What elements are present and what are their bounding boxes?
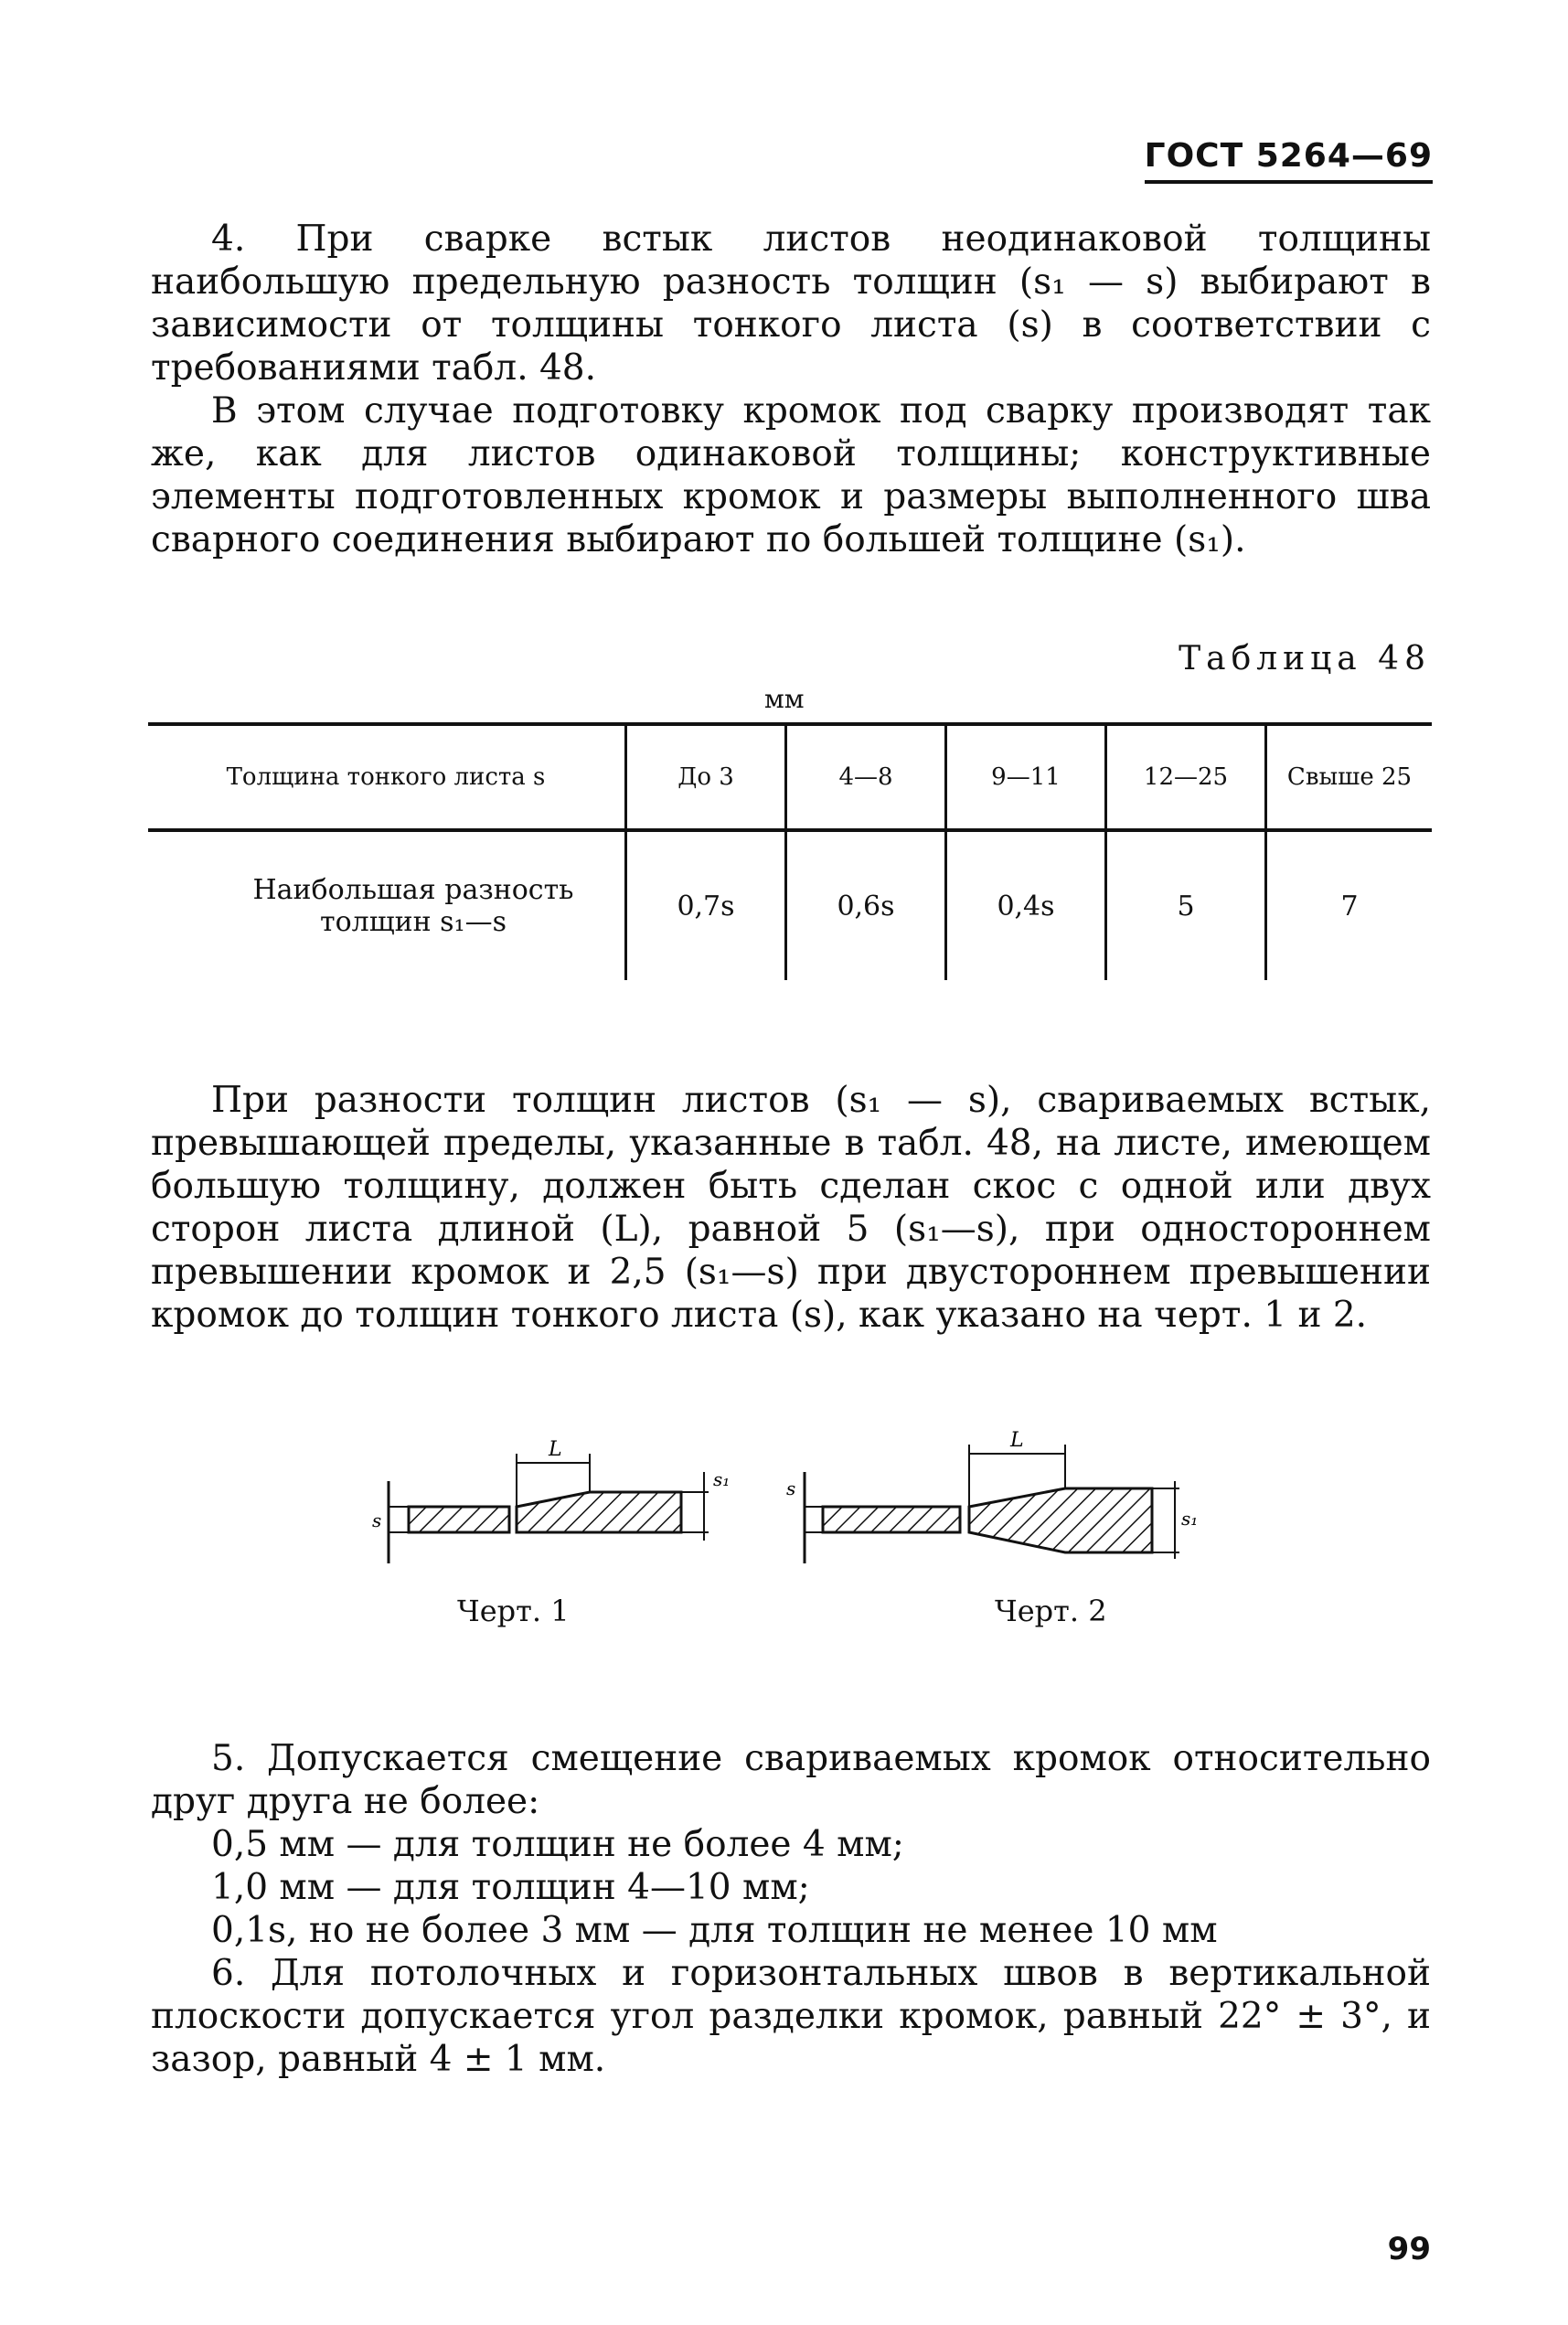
table-header-cell: 12—25 xyxy=(1106,724,1266,830)
table-48 xyxy=(148,722,1432,980)
fig1-dim-s: s xyxy=(372,1509,382,1531)
fig1-dim-L: L xyxy=(549,1438,562,1461)
table-header-cell: Свыше 25 xyxy=(1266,724,1433,830)
offset-item-2: 1,0 мм — для толщин 4—10 мм; xyxy=(211,1867,810,1908)
fig2-dim-s1: s₁ xyxy=(1181,1508,1199,1530)
fig2-dim-L: L xyxy=(1010,1429,1024,1452)
table-cell: 0,4s xyxy=(946,830,1106,980)
figure-1-drawing xyxy=(361,1426,745,1582)
table-header-cell: 9—11 xyxy=(946,724,1106,830)
table-row xyxy=(148,830,1432,980)
figure-1-label: Черт. 1 xyxy=(457,1594,570,1628)
table-cell: 0,7s xyxy=(626,830,786,980)
table-header-cell: Толщина тонкого листа s xyxy=(148,724,626,830)
paragraph-thickness-difference: При разности толщин листов (s₁ — s), свариваемых встык, превышающей пределы, указанные в табл. 48, на листе, имеющем большую толщину, должен быть сделан скос с одной или двух сторон листа длиной (L), равной 5 (s₁—s), при одностороннем превышении кромок и 2,5 (s₁—s) при двустороннем превышении кромок до толщин тонкого листа (s), как указано на черт. 1 и 2. xyxy=(151,1080,1431,1336)
offset-item-3: 0,1s, но не более 3 мм — для толщин не менее 10 мм xyxy=(211,1910,1218,1951)
paragraph-6: 6. Для потолочных и горизонтальных швов в вертикальной плоскости допускается угол разделки кромок, равный 22° ± 3°, и зазор, равный 4 ± 1 мм. xyxy=(151,1953,1431,2080)
table-header-cell: До 3 xyxy=(626,724,786,830)
offset-item-1: 0,5 мм — для толщин не более 4 мм; xyxy=(211,1824,904,1865)
table-cell: Наибольшая разность толщин s₁—s xyxy=(252,874,574,938)
table-units: мм xyxy=(764,684,805,714)
table-cell: 5 xyxy=(1106,830,1266,980)
figure-2-label: Черт. 2 xyxy=(995,1594,1107,1628)
table-cell: 0,6s xyxy=(786,830,946,980)
fig2-dim-s: s xyxy=(786,1477,796,1499)
document-header: ГОСТ 5264—69 xyxy=(1145,137,1433,184)
paragraph-4b: В этом случае подготовку кромок под сварку производят так же, как для листов одинаковой толщины; конструктивные элементы подготовленных кромок и размеры выполненного шва сварного соединения выбирают по большей толщине (s₁). xyxy=(151,390,1431,560)
table-caption: Таблица 48 xyxy=(1179,640,1431,677)
table-cell: 7 xyxy=(1266,830,1433,980)
page-number: 99 xyxy=(1387,2231,1431,2267)
figure-2-drawing xyxy=(768,1417,1207,1582)
fig1-dim-s1: s₁ xyxy=(713,1468,731,1490)
paragraph-4: 4. При сварке встык листов неодинаковой толщины наибольшую предельную разность толщин (s₁ — s) выбирают в зависимости от толщины тонкого листа (s) в соответствии с требованиями табл. 48. xyxy=(151,219,1431,389)
paragraph-5: 5. Допускается смещение свариваемых кромок относительно друг друга не более: xyxy=(151,1738,1431,1822)
table-header-row xyxy=(148,724,1432,830)
table-header-cell: 4—8 xyxy=(786,724,946,830)
